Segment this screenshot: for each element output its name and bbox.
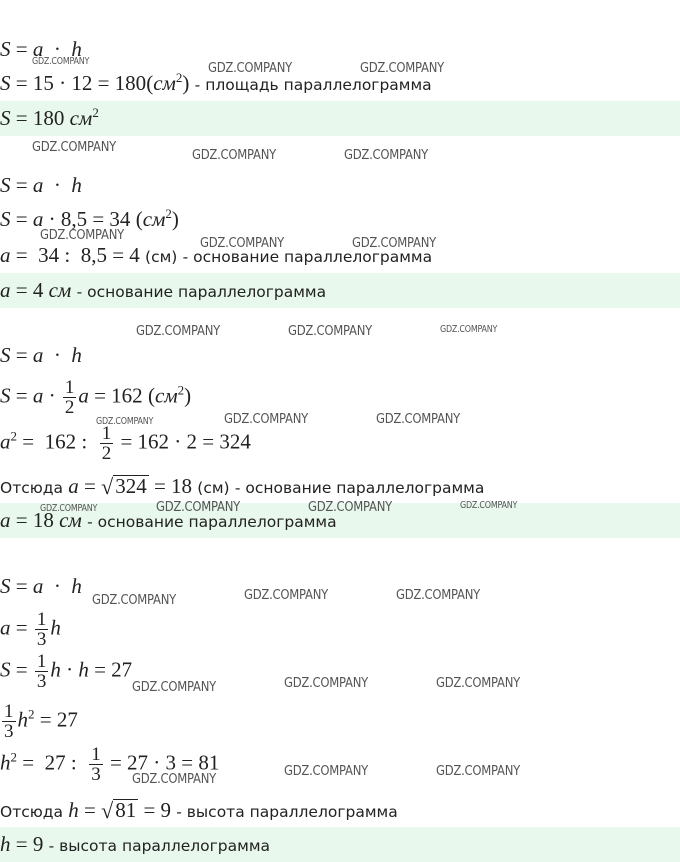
base-label: - основание параллелограмма	[87, 513, 337, 531]
num: = 9	[15, 832, 44, 856]
num: · 8,5 = 34	[48, 207, 131, 231]
denominator: 3	[91, 764, 101, 785]
formula-line-15: Отсюда h = √81 = 9 - высота параллелограмма	[0, 798, 398, 823]
watermark: GDZ.COMPANY	[96, 416, 154, 427]
watermark: GDZ.COMPANY	[208, 60, 292, 76]
num: = 27	[39, 707, 78, 732]
height-label: - высота параллелограмма	[48, 837, 271, 855]
base-label: - основание параллелограмма	[76, 283, 327, 301]
sqrt: √324	[101, 474, 147, 499]
watermark: GDZ.COMPANY	[136, 323, 220, 339]
num: 34 :	[38, 243, 76, 267]
formula-line-1: S = a · h	[0, 37, 82, 61]
denominator: 3	[4, 721, 14, 742]
denominator: 2	[64, 397, 75, 418]
numerator: 1	[64, 377, 75, 398]
num: 162 :	[44, 429, 93, 454]
formula-line-4: S = a · 8,5 = 34 $(см^2)$	[0, 206, 179, 231]
num: = 27	[94, 657, 133, 682]
denominator: 3	[36, 671, 47, 692]
formula-line-9: Отсюда a = √324 = 18 (см) - основание параллелограмма	[0, 474, 485, 499]
fraction	[100, 424, 114, 463]
watermark: GDZ.COMPANY	[92, 592, 176, 608]
unit-label: (см)	[197, 479, 230, 497]
watermark: GDZ.COMPANY	[132, 771, 216, 787]
watermark: GDZ.COMPANY	[40, 503, 98, 514]
answer-band-4	[0, 827, 680, 862]
unit-label: (см)	[145, 248, 178, 266]
num: 8,5 = 4	[80, 243, 140, 267]
num: = 162 · 2 = 324	[120, 429, 251, 454]
numerator: 1	[91, 744, 101, 765]
answer-line: S = 180 $см^2$	[0, 105, 99, 130]
height-label: - высота параллелограмма	[176, 803, 398, 821]
num: = 27 · 3 = 81	[109, 750, 220, 775]
sqrt: √81	[101, 798, 137, 823]
formula-line-5: a = 34 : 8,5 = 4 (см) - основание параллелограмма	[0, 243, 433, 267]
fraction	[2, 702, 16, 741]
radicand: 81	[115, 798, 137, 822]
fraction	[89, 745, 103, 784]
formula-line-10: S = a · h	[0, 574, 82, 598]
watermark: GDZ.COMPANY	[224, 411, 308, 427]
watermark: GDZ.COMPANY	[40, 227, 124, 243]
num: = 18	[153, 474, 193, 498]
fraction	[35, 610, 49, 649]
denominator: 3	[36, 629, 47, 650]
formula-line-7: S = a · $\frac{1}{2}$ a = 162 $(см^2)$	[0, 377, 192, 418]
watermark: GDZ.COMPANY	[460, 500, 518, 511]
watermark: GDZ.COMPANY	[200, 235, 284, 251]
numerator: 1	[4, 701, 14, 722]
watermark: GDZ.COMPANY	[436, 763, 520, 779]
formula-line-14: $h^2 = 27$ : $\frac{1}{3}$ = 27 · 3 = 81	[0, 744, 220, 785]
numerator: 1	[101, 423, 112, 444]
watermark: GDZ.COMPANY	[396, 587, 480, 603]
formula-line-8: $a^2 = 162$ : $\frac{1}{2}$ = 162 · 2 = 324	[0, 423, 251, 464]
formula-line-2: $S = 15 \cdot 12 = 180(см^2)$ - площадь параллелограмма	[0, 70, 432, 95]
formula-line-13: $\frac{1}{3}$ $h^2 = 27$	[4, 701, 78, 742]
watermark: GDZ.COMPANY	[32, 139, 116, 155]
num: 27 :	[44, 750, 82, 775]
watermark: GDZ.COMPANY	[436, 675, 520, 691]
watermark: GDZ.COMPANY	[308, 499, 392, 515]
num: 18	[32, 508, 54, 532]
watermark: GDZ.COMPANY	[352, 235, 436, 251]
answer-band-1	[0, 101, 680, 136]
otsyuda-label: Отсюда	[0, 479, 64, 497]
answer-line: h = 9 - высота параллелограмма	[0, 832, 271, 856]
watermark: GDZ.COMPANY	[192, 147, 276, 163]
watermark: GDZ.COMPANY	[284, 675, 368, 691]
watermark: GDZ.COMPANY	[360, 60, 444, 76]
fraction	[63, 378, 77, 417]
num: 15 · 12 = 180	[32, 71, 147, 95]
otsyuda-label: Отсюда	[0, 803, 64, 821]
fraction	[35, 652, 49, 691]
formula-line-6: S = a · h	[0, 343, 82, 367]
watermark: GDZ.COMPANY	[32, 56, 90, 67]
watermark: GDZ.COMPANY	[376, 411, 460, 427]
formula-line-3: S = a · h	[0, 173, 82, 197]
watermark: GDZ.COMPANY	[244, 587, 328, 603]
watermark: GDZ.COMPANY	[440, 324, 498, 335]
formula-line-11: a = $\frac{1}{3}$ h	[0, 609, 61, 650]
num: = 162	[94, 383, 143, 408]
num: = 9	[143, 798, 172, 822]
watermark: GDZ.COMPANY	[288, 323, 372, 339]
area-label: - площадь параллелограмма	[194, 76, 432, 94]
watermark: GDZ.COMPANY	[344, 147, 428, 163]
answer-band-2	[0, 273, 680, 308]
answer-line: a = 4 см - основание параллелограмма	[0, 278, 327, 302]
base-label: - основание параллелограмма	[182, 248, 433, 266]
num: 180	[32, 106, 65, 130]
radicand: 324	[115, 474, 147, 498]
answer-line: a = 18 см - основание параллелограмма	[0, 508, 337, 532]
numerator: 1	[36, 609, 47, 630]
num: 4	[32, 278, 44, 302]
numerator: 1	[36, 651, 47, 672]
denominator: 2	[101, 443, 112, 464]
base-label: - основание параллелограмма	[234, 479, 485, 497]
watermark: GDZ.COMPANY	[132, 679, 216, 695]
watermark: GDZ.COMPANY	[156, 499, 240, 515]
watermark: GDZ.COMPANY	[284, 763, 368, 779]
formula-line-12: S = $\frac{1}{3}$ h · h = 27	[0, 651, 133, 692]
